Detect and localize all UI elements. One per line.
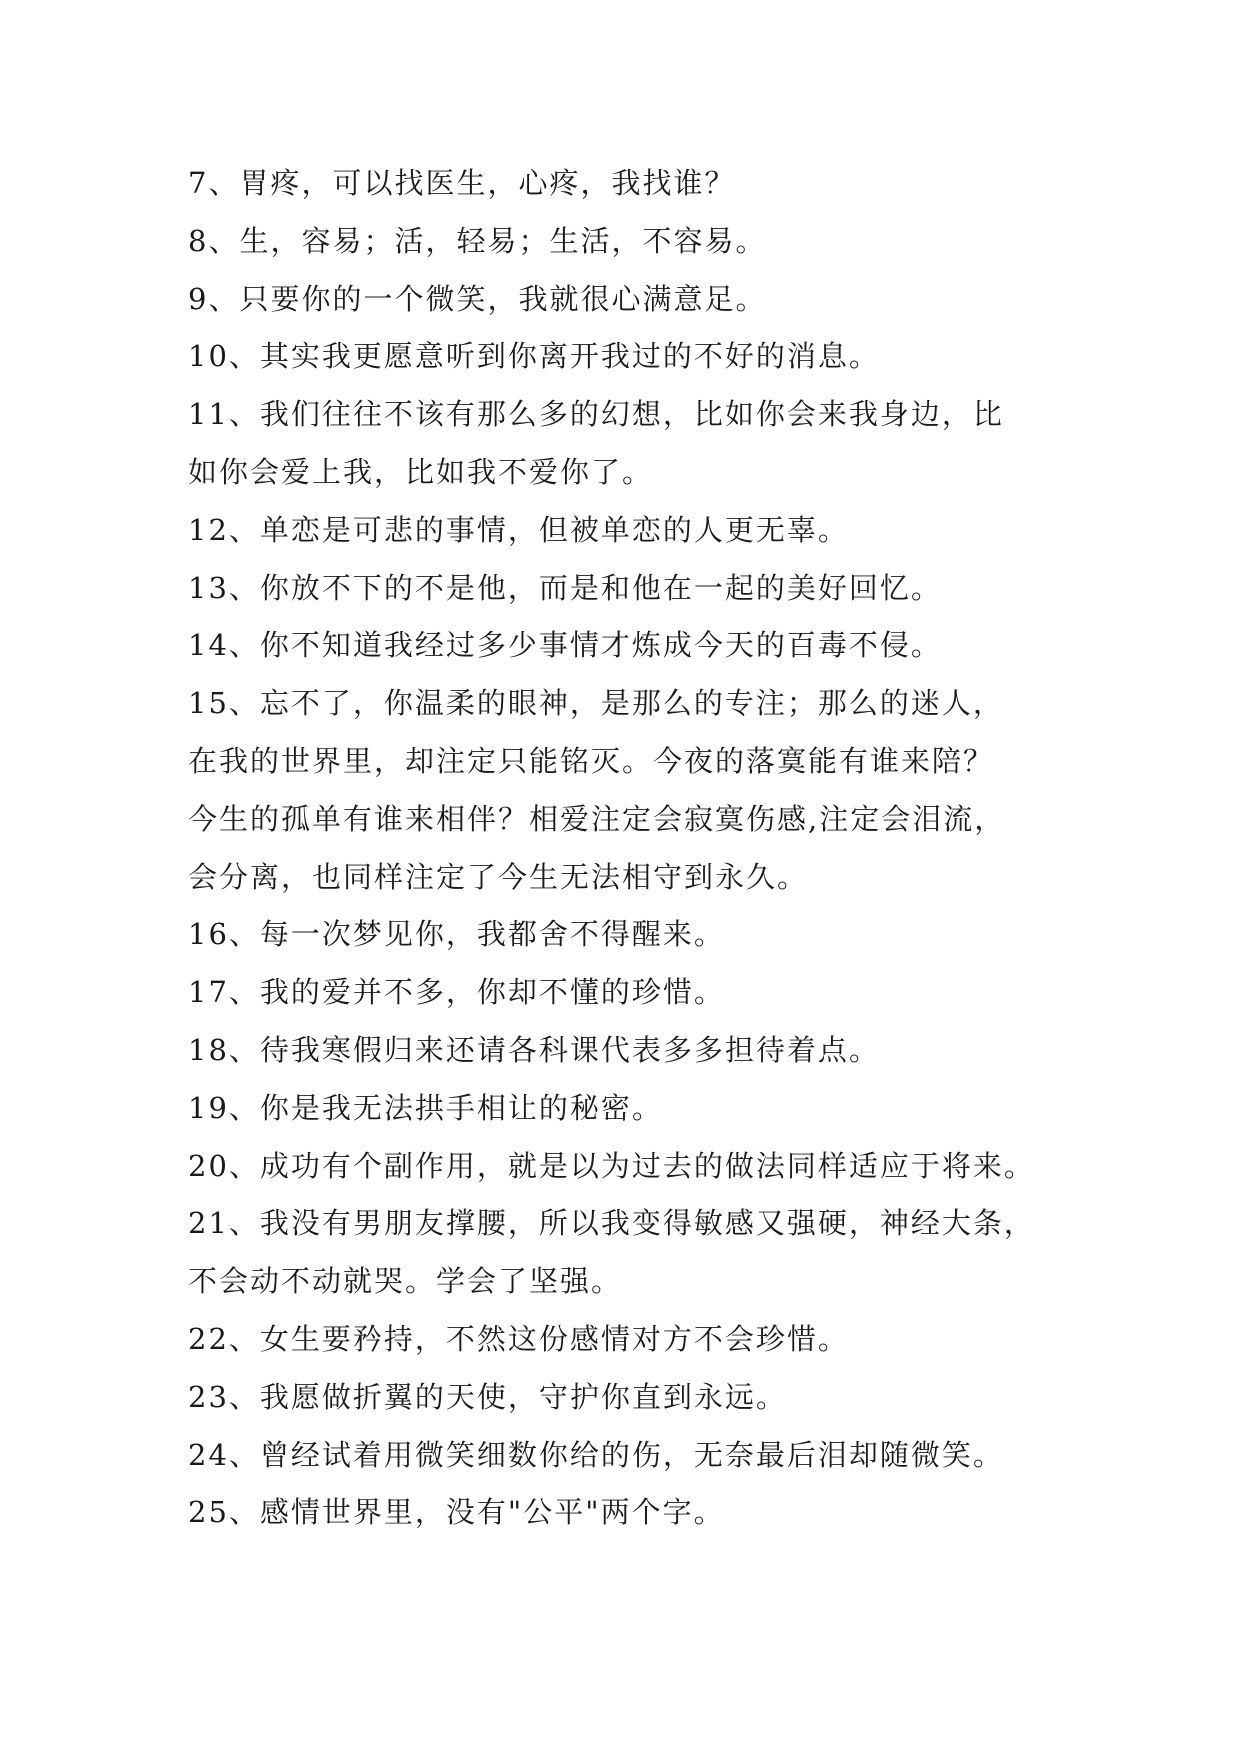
text-line: 19、你是我无法拱手相让的秘密。: [188, 1090, 663, 1125]
text-line: 23、我愿做折翼的天使，守护你直到永远。: [188, 1379, 787, 1414]
text-line: 21、我没有男朋友撑腰，所以我变得敏感又强硬，神经大条，: [188, 1206, 1035, 1241]
document-body: [188, 155, 1088, 1542]
text-line: 16、每一次梦见你，我都舍不得醒来。: [188, 917, 725, 952]
text-line: 今生的孤单有谁来相伴？相爱注定会寂寞伤感,注定会泪流，: [188, 801, 1006, 836]
text-line: 12、单恋是可悲的事情，但被单恋的人更无辜。: [188, 512, 849, 547]
text-line: 17、我的爱并不多，你却不懂的珍惜。: [188, 975, 725, 1010]
text-line: 15、忘不了，你温柔的眼神，是那么的专注；那么的迷人，: [188, 686, 1004, 721]
text-line: 10、其实我更愿意听到你离开我过的不好的消息。: [188, 339, 880, 374]
text-line: 25、感情世界里，没有"公平"两个字。: [188, 1495, 725, 1530]
text-line: 9、只要你的一个微笑，我就很心满意足。: [188, 281, 767, 316]
text-line: 8、生，容易；活，轻易；生活，不容易。: [188, 223, 767, 258]
text-line: 24、曾经试着用微笑细数你给的伤，无奈最后泪却随微笑。: [188, 1437, 1004, 1472]
text-line: 18、待我寒假归来还请各科课代表多多担待着点。: [188, 1032, 880, 1067]
text-line: 14、你不知道我经过多少事情才炼成今天的百毒不侵。: [188, 628, 942, 663]
text-line: 在我的世界里，却注定只能铭灭。今夜的落寞能有谁来陪？: [188, 743, 995, 778]
text-line: 11、我们往往不该有那么多的幻想，比如你会来我身边，比: [188, 397, 1004, 432]
text-line: 会分离，也同样注定了今生无法相守到永久。: [188, 859, 809, 894]
text-line: 22、女生要矜持，不然这份感情对方不会珍惜。: [188, 1321, 849, 1356]
text-line: 如你会爱上我，比如我不爱你了。: [188, 454, 654, 489]
text-line: 不会动不动就哭。学会了坚强。: [188, 1264, 623, 1299]
text-line: 13、你放不下的不是他，而是和他在一起的美好回忆。: [188, 570, 942, 605]
text-line: 20、成功有个副作用，就是以为过去的做法同样适应于将来。: [188, 1148, 1035, 1183]
text-line: 7、胃疼，可以找医生，心疼，我找谁？: [188, 166, 736, 200]
